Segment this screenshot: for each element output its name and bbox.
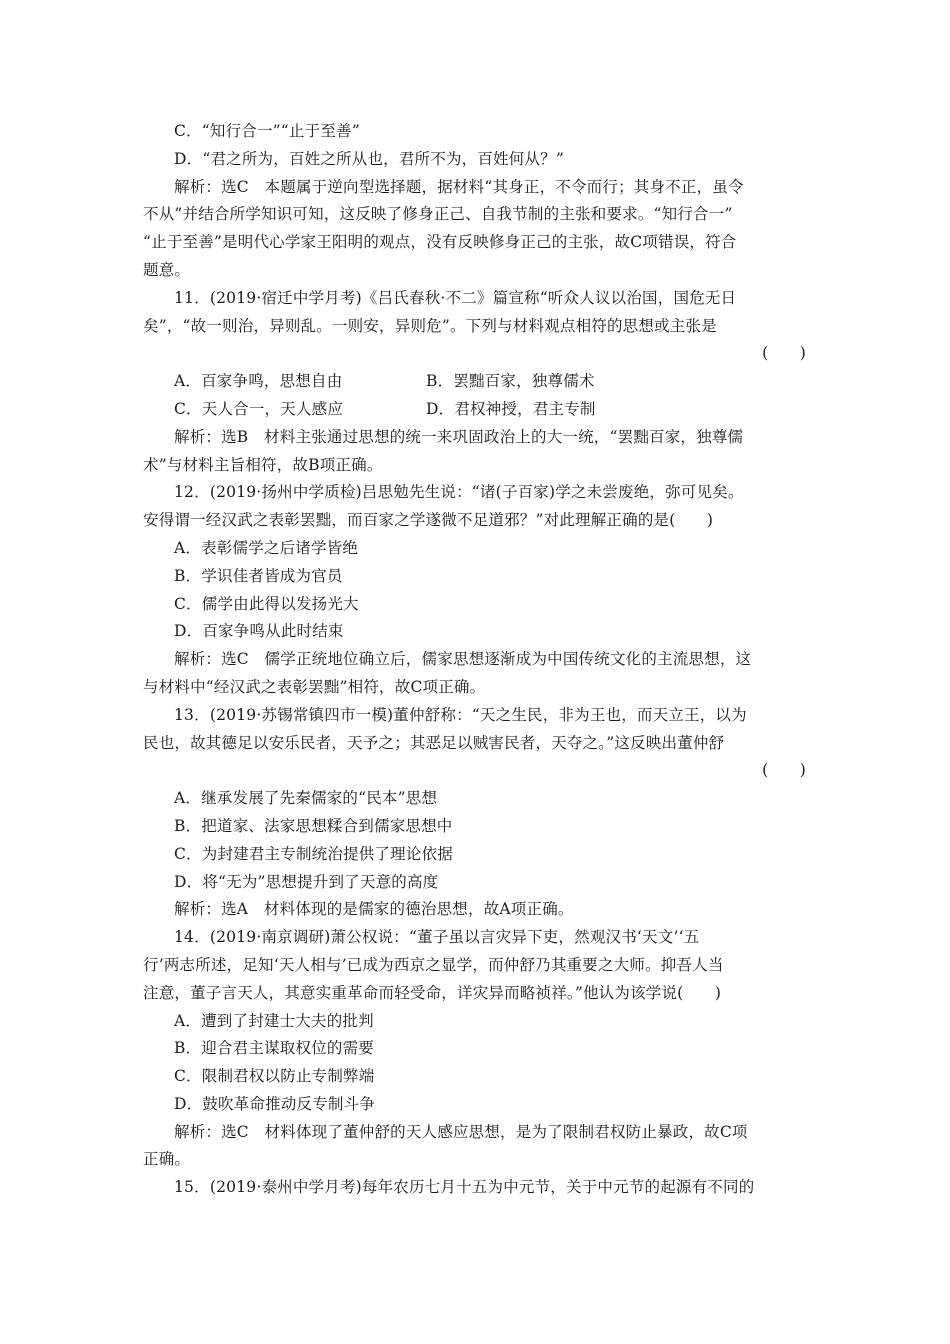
option-d: D．君权神授，君主专制: [426, 399, 596, 418]
answer-blank: ( ): [762, 761, 806, 780]
option-d: D．“君之所为，百姓之所从也，君所不为，百姓何从？”: [174, 149, 564, 168]
text-line: “止于至善”是明代心学家王阳明的观点，没有反映修身正己的主张，故C项错误，符合: [143, 233, 737, 252]
option-c: C．“知行合一”“止于至善”: [174, 122, 360, 140]
text-line: 行’两志所述，足知‘天人相与’已成为西京之显学，而仲舒乃其重要之大师。抑吾人当: [143, 955, 724, 974]
answer-explanation: [143, 174, 810, 285]
text-line: 解析：选A 材料体现的是儒家的德治思想，故A项正确。: [174, 900, 574, 919]
answer-explanation: [143, 646, 810, 702]
question-stem: [143, 1174, 810, 1202]
question-stem: [143, 924, 810, 1007]
text-line: 民也，故其德足以安乐民者，天予之；其恶足以贼害民者，天夺之。”这反映出董仲舒: [143, 733, 725, 752]
text-line: 14．(2019·南京调研)萧公权说：“董子虽以言灾异下吏，然观汉书‘天文’‘五: [174, 928, 700, 947]
option-b: B．学识佳者皆成为官员: [174, 566, 343, 585]
text-line: 矣”，“故一则治，异则乱。一则安，异则危”。下列与材料观点相符的思想或主张是: [143, 316, 717, 335]
answer-explanation: [143, 1119, 810, 1175]
option-c: C．为封建君主专制统治提供了理论依据: [174, 844, 453, 863]
option-c: C．限制君权以防止专制弊端: [174, 1067, 375, 1086]
text-line: 题意。: [143, 260, 191, 279]
option-a: A．遭到了封建士大夫的批判: [174, 1011, 374, 1030]
answer-explanation: [143, 424, 810, 480]
text-line: 12．(2019·扬州中学质检)吕思勉先生说：“诸(子百家)学之未尝废绝，弥可见矣。: [174, 483, 744, 502]
text-line: 正确。: [143, 1150, 191, 1169]
options-row: [143, 396, 810, 424]
text-line: 11．(2019·宿迁中学月考)《吕氏春秋·不二》篇宣称“听众人议以治国，国危无日: [174, 288, 737, 307]
options-row: [143, 368, 810, 396]
answer-explanation: [143, 896, 810, 924]
question-stem: [143, 479, 810, 535]
text-line: 15．(2019·泰州中学月考)每年农历七月十五为中元节，关于中元节的起源有不同的: [174, 1178, 755, 1197]
option-d: D．百家争鸣从此时结束: [174, 622, 344, 641]
text-line: 安得谓一经汉武之表彰罢黜，而百家之学遂微不足道邪？”对此理解正确的是( ): [143, 511, 714, 530]
option-c: C．儒学由此得以发扬光大: [174, 594, 359, 613]
option-b: B．把道家、法家思想糅合到儒家思想中: [174, 816, 453, 835]
question-stem: [143, 702, 810, 758]
option-a: A．百家争鸣，思想自由: [174, 372, 343, 391]
option-c: C．天人合一，天人感应: [174, 399, 344, 418]
text-line: 解析：选C 儒学正统地位确立后，儒家思想逐渐成为中国传统文化的主流思想，这: [174, 650, 752, 669]
option-b: B．罢黜百家，独尊儒术: [426, 372, 595, 391]
option-d: D．鼓吹革命推动反专制斗争: [174, 1094, 376, 1113]
text-line: 解析：选B 材料主张通过思想的统一来巩固政治上的大一统，“罢黜百家，独尊儒: [174, 427, 744, 446]
text-line: 与材料中“经汉武之表彰罢黜”相符，故C项正确。: [143, 677, 486, 696]
text-line: 解析：选C 本题属于逆向型选择题，据材料“其身正，不令而行；其身不正，虽令: [174, 177, 744, 196]
option-d: D．将“无为”思想提升到了天意的高度: [174, 872, 439, 891]
answer-blank: ( ): [762, 344, 806, 363]
text-line: 注意，董子言天人，其意实重革命而轻受命，详灾异而略祯祥。”他认为该学说( ): [143, 983, 722, 1002]
text-line: 术”与材料主旨相符，故B项正确。: [143, 455, 383, 474]
text-line: 13．(2019·苏锡常镇四市一模)董仲舒称：“天之生民，非为王也，而天立王，以为: [174, 705, 747, 724]
text-line: 不从”并结合所学知识可知，这反映了修身正己、自我节制的主张和要求。“知行合一”: [143, 205, 733, 224]
question-stem: [143, 285, 810, 341]
option-a: A．表彰儒学之后诸学皆绝: [174, 538, 359, 557]
option-a: A．继承发展了先秦儒家的“民本”思想: [174, 789, 438, 808]
text-line: 解析：选C 材料体现了董仲舒的天人感应思想，是为了限制君权防止暴政，故C项: [174, 1122, 748, 1141]
document-body: [143, 118, 810, 1202]
option-b: B．迎合君主谋取权位的需要: [174, 1039, 374, 1058]
